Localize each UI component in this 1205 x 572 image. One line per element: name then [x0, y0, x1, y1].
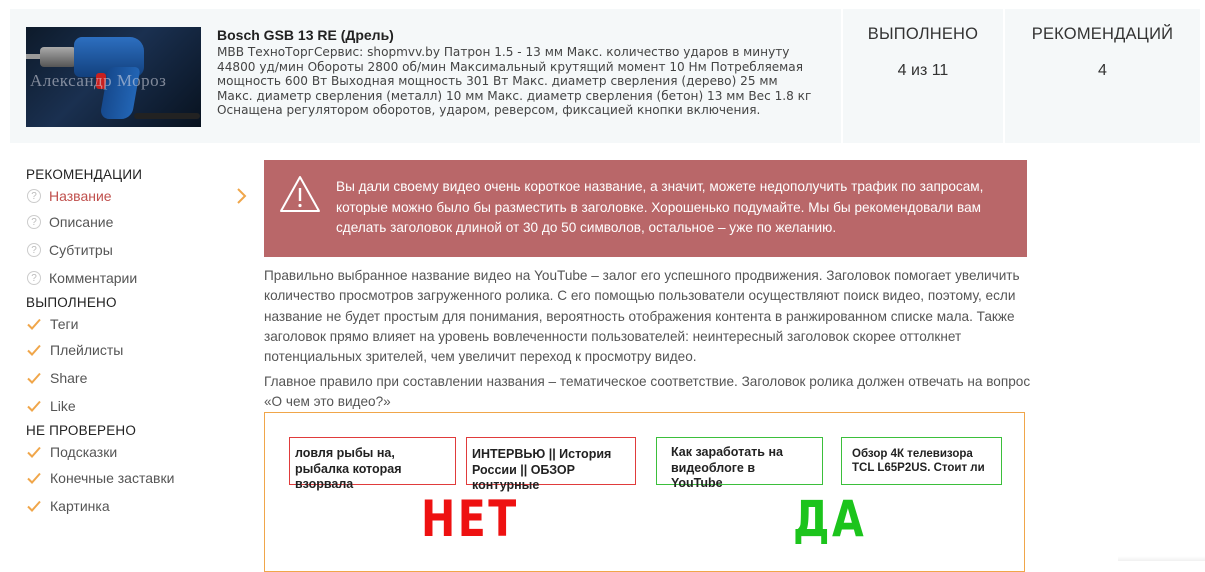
check-icon [26, 398, 42, 414]
sidebar-item-title[interactable] [26, 183, 236, 208]
sidebar-item-subtitles[interactable] [26, 236, 236, 264]
alert-message: Вы дали своему видео очень короткое название, а значит, можете недополучить трафик по запросам, которые можно было бы разместить в заголовке. Хорошенько подумайте. Мы бы рекомендовали вам сделать заголовок длиной от 30 до 50 символов, остальное – уже по желанию. [336, 179, 984, 235]
sidebar-item-thumbnail[interactable] [26, 492, 236, 520]
sidebar-item-comments[interactable] [26, 264, 236, 292]
product-title: Bosch GSB 13 RE (Дрель) [217, 27, 394, 43]
check-icon [26, 342, 42, 358]
product-description: МВВ ТехноТоргСервис: shopmvv.by Патрон 1.5 - 13 мм Макс. количество ударов в минуту 44800 уд/мин Обороты 2800 об/мин Максимальный крутящий момент 10 Нм Потребляемая мощность 600 Вт Выходная мощность 301 Вт Макс. диаметр сверления (дерево) 25 мм Макс. диаметр сверления (металл) 10 мм Макс. диаметр сверления (бетон) 13 мм Вес 1.8 кг Оснащена регулятором оборотов, ударом, реверсом, фиксацией кнопки включения. [217, 45, 812, 118]
image-watermark: Александр Мороз [30, 71, 167, 90]
bad-title-example: ловля рыбы на, рыбалка которая взорвала [289, 437, 456, 485]
drill-chuck-shape [40, 47, 76, 67]
sidebar-item-tags[interactable] [26, 311, 236, 336]
stat-recs-label: РЕКОМЕНДАЦИЙ [1031, 25, 1174, 43]
bad-title-example: ИНТЕРВЬЮ || История России || ОБЗОР контурные [466, 437, 636, 485]
product-image [26, 27, 201, 127]
section-unchecked-title: НЕ ПРОВЕРЕНО [26, 423, 137, 438]
drill-cord-shape [134, 113, 200, 119]
bad-verdict-label: НЕТ [421, 490, 519, 548]
sidebar-item-playlists[interactable] [26, 336, 236, 364]
check-icon [26, 444, 42, 460]
sidebar-item-label: Плейлисты [50, 342, 124, 358]
warning-alert [264, 160, 1027, 257]
sidebar-item-share[interactable] [26, 364, 236, 392]
sidebar-item-description[interactable] [26, 208, 236, 236]
check-icon [26, 470, 42, 486]
section-recommendations-title: РЕКОМЕНДАЦИИ [26, 167, 143, 182]
stat-done-value: 4 из 11 [897, 62, 949, 79]
corner-shadow [1118, 556, 1205, 561]
check-icon [26, 370, 42, 386]
stat-recs-value: 4 [1098, 62, 1107, 79]
sidebar-item-label: Комментарии [49, 270, 138, 286]
chevron-right-icon [235, 186, 249, 206]
sidebar-item-label: Теги [50, 315, 79, 332]
question-circle-icon: ? [27, 243, 41, 257]
product-info [217, 27, 817, 118]
good-verdict-label: ДА [793, 490, 867, 548]
stat-done [841, 9, 1003, 143]
sidebar-item-end-screens[interactable] [26, 464, 236, 492]
sidebar-item-label: Подсказки [50, 443, 118, 460]
stat-done-label: ВЫПОЛНЕНО [867, 25, 979, 43]
question-circle-icon: ? [27, 215, 41, 229]
section-done-title: ВЫПОЛНЕНО [26, 295, 117, 310]
good-title-example: Как заработать на видеоблоге в YouTube [656, 437, 823, 485]
sidebar-item-label: Конечные заставки [50, 470, 175, 486]
content-paragraph: Главное правило при составлении названия – тематическое соответствие. Заголовок ролика должен отвечать на вопрос «О чем это видео?» [264, 374, 1031, 410]
sidebar [26, 166, 236, 520]
sidebar-item-label: Like [50, 398, 76, 414]
sidebar-item-label: Share [50, 370, 88, 386]
sidebar-item-label: Картинка [50, 498, 110, 514]
title-examples-image [264, 412, 1025, 572]
warning-triangle-icon [278, 174, 322, 214]
check-icon [26, 498, 42, 514]
content-paragraph: Правильно выбранное название видео на YouTube – залог его успешного продвижения. Заголовок помогает увеличить количество просмотров загруженного ролика. С его помощью пользователи осуществляют поиск видео, поэтому, если название не будет простым для понимания, вероятность отображения контента в ранжированном списке мала. Также заголовок прямо влияет на уровень вовлеченности пользователей: неинтересный заголовок скорее оттолкнет потенциальных зрителей, чем увеличит переход к просмотру видео. [264, 268, 1020, 365]
sidebar-item-label: Описание [49, 214, 114, 230]
question-circle-icon: ? [27, 189, 41, 203]
stat-recommendations [1003, 9, 1200, 143]
sidebar-item-hints[interactable] [26, 439, 236, 464]
question-circle-icon: ? [27, 271, 41, 285]
good-title-example: Обзор 4К телевизора TCL L65P2US. Стоит ли [841, 437, 1002, 485]
product-header [10, 9, 1198, 143]
sidebar-item-label: Название [49, 187, 112, 204]
sidebar-item-label: Субтитры [49, 242, 113, 258]
sidebar-item-like[interactable] [26, 392, 236, 420]
check-icon [26, 316, 42, 332]
